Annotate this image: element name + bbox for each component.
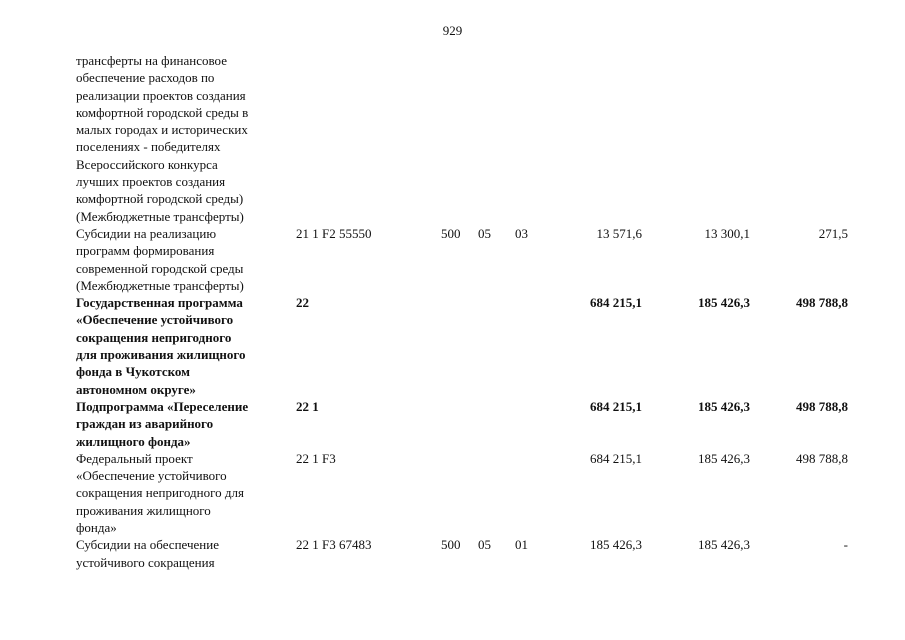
- sum-col-2: 13 300,1: [704, 225, 750, 241]
- table-row: [0, 225, 905, 294]
- sum-col-3: 271,5: [818, 225, 848, 241]
- row-name: Государственная программа «Обеспечение устойчивого сокращения непригодного для проживания жилищного фонда в Чукотском автономном округе»: [76, 295, 246, 397]
- table-row: [0, 294, 905, 398]
- csr-code: 22 1 F3: [296, 450, 336, 466]
- sum-col-3: 498 788,8: [796, 398, 848, 414]
- pr-code: 01: [515, 537, 528, 553]
- budget-table: [0, 52, 905, 571]
- row-name: трансферты на финансовое обеспечение расходов по реализации проектов создания комфортной городской среды в малых городах и исторических поселениях - победителях Всероссийского конкурса лучших проектов создания комфортной городской среды) (Межбюджетные трансферты): [76, 53, 249, 224]
- sum-col-2: 185 426,3: [698, 295, 750, 311]
- table-row: [0, 398, 905, 450]
- sum-col-2: 185 426,3: [698, 450, 750, 466]
- rz-code: 05: [478, 225, 491, 241]
- csr-code: 22: [296, 295, 309, 311]
- table-row: [0, 536, 905, 571]
- table-row: [0, 52, 905, 225]
- csr-code: 22 1: [296, 398, 319, 414]
- vr-code: 500: [441, 537, 461, 553]
- sum-col-1: 684 215,1: [590, 450, 642, 466]
- row-name: Подпрограмма «Переселение граждан из аварийного жилищного фонда»: [76, 398, 249, 449]
- page-number: 929: [442, 23, 463, 38]
- pr-code: 03: [515, 225, 528, 241]
- sum-col-2: 185 426,3: [698, 398, 750, 414]
- sum-col-3: -: [843, 537, 848, 553]
- rz-code: 05: [478, 537, 491, 553]
- sum-col-3: 498 788,8: [796, 450, 848, 466]
- csr-code: 22 1 F3 67483: [296, 537, 372, 553]
- sum-col-3: 498 788,8: [796, 295, 848, 311]
- sum-col-1: 185 426,3: [590, 537, 642, 553]
- row-name: Федеральный проект «Обеспечение устойчивого сокращения непригодного для проживания жилищного фонда»: [76, 450, 244, 536]
- vr-code: 500: [441, 225, 461, 241]
- sum-col-1: 684 215,1: [590, 295, 642, 311]
- table-row: [0, 450, 905, 536]
- sum-col-1: 684 215,1: [590, 398, 642, 414]
- csr-code: 21 1 F2 55550: [296, 225, 372, 241]
- row-name: Субсидии на реализацию программ формирования современной городской среды (Межбюджетные трансферты): [76, 225, 244, 293]
- sum-col-1: 13 571,6: [596, 225, 642, 241]
- sum-col-2: 185 426,3: [698, 537, 750, 553]
- row-name: Субсидии на обеспечение устойчивого сокращения: [76, 537, 219, 570]
